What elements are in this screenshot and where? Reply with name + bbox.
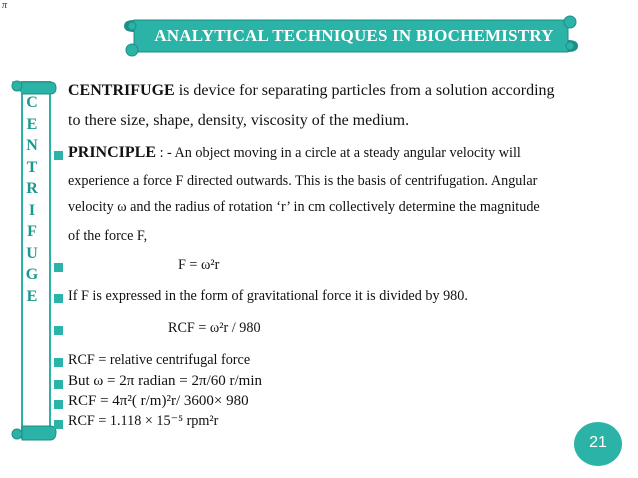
omega-line: But ω = 2π radian = 2π/60 r/min [68,373,263,389]
side-letter: E [26,115,38,133]
side-letter: C [26,94,38,111]
principle-line-1 [68,144,521,162]
side-letters [22,92,42,307]
side-letter: I [28,201,36,219]
principle-term: PRINCIPLE [68,144,157,161]
principle-text-1: An object moving in a circle at a steady angular velocity will [174,145,521,161]
intro-term: CENTRIFUGE [68,82,175,99]
side-letter: E [26,287,38,305]
principle-text-4: of the force F, [68,228,148,244]
bullet [54,263,63,272]
formula-f: F = ω²r [178,257,220,273]
intro-line-1 [68,82,555,100]
corner-mark: π [2,0,8,11]
rcf-formula: RCF = ω²r / 980 [168,320,261,336]
side-letter: G [25,266,39,283]
page-number: 21 [589,434,607,451]
bullet [54,420,63,429]
side-letter: N [26,137,38,154]
rcf-line-2: RCF = 1.118 × 15⁻⁵ rpm²r [68,413,219,429]
side-letter: R [26,180,38,197]
intro-text-1: is device for separating particles from a solution according [174,82,555,99]
principle-text-2: experience a force F directed outwards. This is the basis of centrifugation. Angular [68,173,538,189]
intro-text-2: to there size, shape, density, viscosity of the medium. [68,112,410,129]
title-banner [124,14,578,58]
side-letter: U [26,244,38,262]
gravity-line: If F is expressed in the form of gravitational force it is divided by 980. [68,288,468,304]
bullet [54,326,63,335]
side-letter: T [26,158,38,176]
bullet [54,151,63,160]
page-title: ANALYTICAL TECHNIQUES IN BIOCHEMISTRY [154,26,554,45]
side-letter: F [27,223,37,240]
bullet [54,358,63,367]
principle-text-3: velocity ω and the radius of rotation ‘r’ in cm collectively determine the magnitude [68,199,540,215]
bullet [54,400,63,409]
page-number-badge [573,421,623,467]
bullet [54,294,63,303]
principle-sep: : - [156,145,175,161]
bullet [54,380,63,389]
rcf-line-1: RCF = 4π²( r/m)²r/ 3600× 980 [68,393,249,409]
rcf-definition: RCF = relative centrifugal force [68,352,251,368]
